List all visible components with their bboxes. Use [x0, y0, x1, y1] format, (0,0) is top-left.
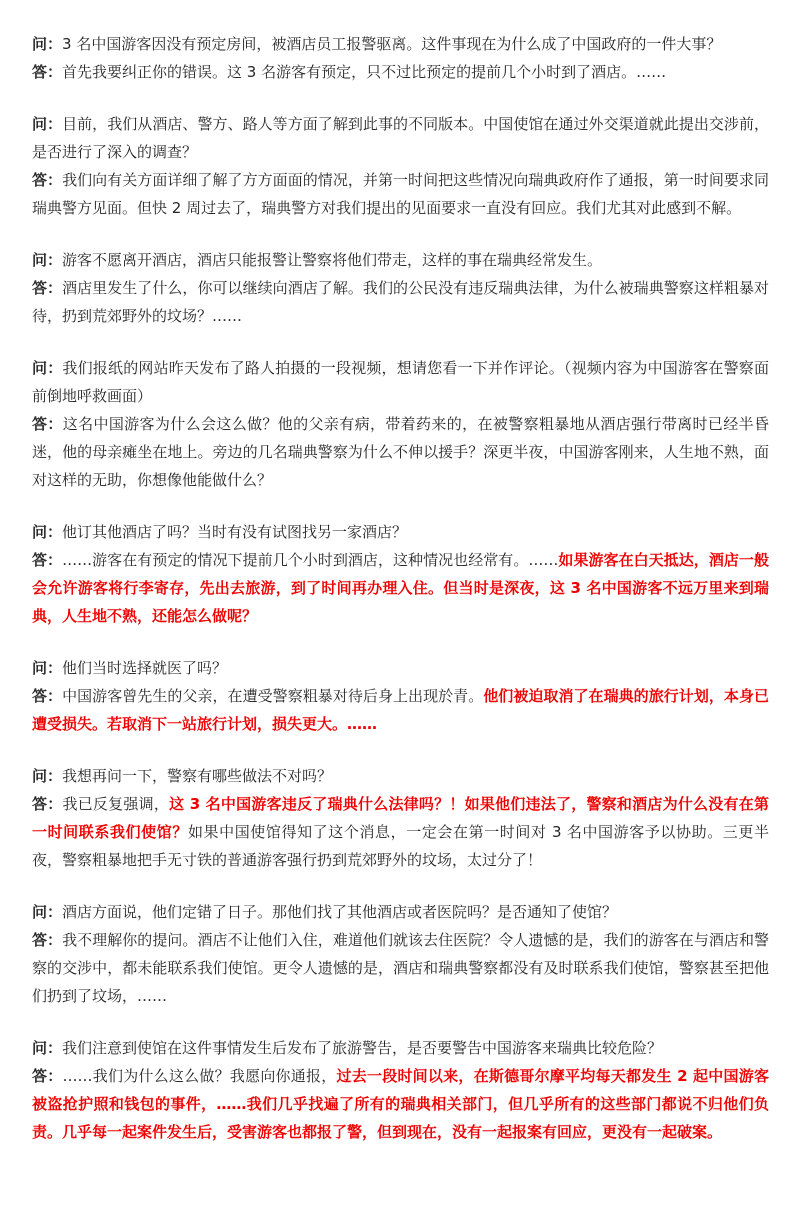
answer-label: 答： [32, 63, 63, 81]
question-label: 问： [32, 523, 63, 541]
qa-block [32, 110, 769, 222]
question-paragraph [32, 30, 769, 58]
question-label: 问： [32, 1039, 63, 1057]
question-text: 酒店方面说，他们定错了日子。那他们找了其他酒店或者医院吗？是否通知了使馆？ [62, 903, 618, 921]
answer-paragraph [32, 926, 769, 1010]
question-text: 我们注意到使馆在这件事情发生后发布了旅游警告，是否要警告中国游客来瑞典比较危险？ [62, 1039, 663, 1057]
question-paragraph [32, 110, 769, 166]
question-paragraph [32, 898, 769, 926]
qa-block [32, 654, 769, 738]
question-paragraph [32, 654, 769, 682]
qa-block [32, 1034, 769, 1146]
answer-highlight-text: 他们被迫取消了在瑞典的旅行计划，本身已遭受损失。若取消下一站旅行计划，损失更大。…… [32, 687, 769, 733]
qa-block [32, 30, 769, 86]
question-text: 他订其他酒店了吗？当时有没有试图找另一家酒店？ [62, 523, 408, 541]
answer-highlight-text: 过去一段时间以来，在斯德哥尔摩平均每天都发生 2 起中国游客被盗抢护照和钱包的事件，……我们几乎找遍了所有的瑞典相关部门，但几乎所有的这些部门都说不归他们负责。几乎每一起案件发生后，受害游客也都报了警，但到现在，没有一起报案有回应，更没有一起破案。 [32, 1067, 769, 1141]
question-label: 问： [32, 115, 63, 133]
answer-text: 这名中国游客为什么会这么做？他的父亲有病，带着药来的，在被警察粗暴地从酒店强行带离时已经半昏迷，他的母亲瘫坐在地上。旁边的几名瑞典警察为什么不伸以援手？深更半夜，中国游客刚来，人生地不熟，面对这样的无助，你想像他能做什么？ [32, 415, 769, 489]
answer-paragraph [32, 1062, 769, 1146]
answer-label: 答： [32, 279, 63, 297]
question-label: 问： [32, 659, 63, 677]
question-text: 我们报纸的网站昨天发布了路人拍摄的一段视频，想请您看一下并作评论。（视频内容为中国游客在警察面前倒地呼救画面） [32, 359, 769, 405]
question-text: 3 名中国游客因没有预定房间，被酒店员工报警驱离。这件事现在为什么成了中国政府的一件大事？ [62, 35, 722, 53]
answer-label: 答： [32, 931, 63, 949]
answer-text: 我不理解你的提问。酒店不让他们入住，难道他们就该去住医院？令人遗憾的是，我们的游客在与酒店和警察的交涉中，都未能联系我们使馆。更令人遗憾的是，酒店和瑞典警察都没有及时联系我们使馆，警察甚至把他们扔到了坟场，…… [32, 931, 769, 1005]
answer-text: ……我们为什么这么做？我愿向你通报， [62, 1067, 337, 1085]
answer-label: 答： [32, 415, 63, 433]
qa-block [32, 354, 769, 494]
question-paragraph [32, 762, 769, 790]
answer-highlight-text: 这 3 名中国游客违反了瑞典什么法律吗？！如果他们违法了，警察和酒店为什么没有在第一时间联系我们使馆？ [32, 795, 769, 841]
answer-paragraph [32, 58, 769, 86]
answer-text: 首先我要纠正你的错误。这 3 名游客有预定，只不过比预定的提前几个小时到了酒店。…… [62, 63, 667, 81]
qa-block [32, 762, 769, 874]
question-label: 问： [32, 35, 63, 53]
answer-paragraph [32, 410, 769, 494]
answer-text: 酒店里发生了什么，你可以继续向酒店了解。我们的公民没有违反瑞典法律，为什么被瑞典警察这样粗暴对待，扔到荒郊野外的坟场？…… [32, 279, 769, 325]
answer-text: 中国游客曾先生的父亲，在遭受警察粗暴对待后身上出现於青。 [62, 687, 484, 705]
question-label: 问： [32, 767, 63, 785]
answer-text: 我已反复强调， [62, 795, 170, 813]
question-label: 问： [32, 903, 63, 921]
question-paragraph [32, 518, 769, 546]
answer-label: 答： [32, 551, 63, 569]
question-paragraph [32, 246, 769, 274]
answer-paragraph [32, 274, 769, 330]
question-label: 问： [32, 359, 63, 377]
question-label: 问： [32, 251, 63, 269]
answer-paragraph [32, 166, 769, 222]
answer-label: 答： [32, 687, 63, 705]
answer-highlight-text: 如果游客在白天抵达，酒店一般会允许游客将行李寄存，先出去旅游，到了时间再办理入住。但当时是深夜，这 3 名中国游客不远万里来到瑞典，人生地不熟，还能怎么做呢？ [32, 551, 769, 625]
question-text: 我想再问一下，警察有哪些做法不对吗？ [62, 767, 333, 785]
answer-text: 我们向有关方面详细了解了方方面面的情况，并第一时间把这些情况向瑞典政府作了通报，第一时间要求同瑞典警方见面。但快 2 周过去了，瑞典警方对我们提出的见面要求一直没有回应。我们尤其对此感到不解。 [32, 171, 769, 217]
question-paragraph [32, 354, 769, 410]
question-text: 游客不愿离开酒店，酒店只能报警让警察将他们带走，这样的事在瑞典经常发生。 [62, 251, 603, 269]
qa-block [32, 518, 769, 630]
question-paragraph [32, 1034, 769, 1062]
answer-label: 答： [32, 171, 63, 189]
qa-block [32, 898, 769, 1010]
answer-paragraph [32, 682, 769, 738]
answer-text: 如果中国使馆得知了这个消息，一定会在第一时间对 3 名中国游客予以协助。三更半夜，警察粗暴地把手无寸铁的普通游客强行扔到荒郊野外的坟场，太过分了！ [32, 823, 769, 869]
answer-label: 答： [32, 795, 63, 813]
answer-paragraph [32, 546, 769, 630]
answer-text: ……游客在有预定的情况下提前几个小时到酒店，这种情况也经常有。…… [62, 551, 559, 569]
question-text: 他们当时选择就医了吗？ [62, 659, 228, 677]
qa-block [32, 246, 769, 330]
question-text: 目前，我们从酒店、警方、路人等方面了解到此事的不同版本。中国使馆在通过外交渠道就此提出交涉前，是否进行了深入的调查？ [32, 115, 769, 161]
answer-paragraph [32, 790, 769, 874]
answer-label: 答： [32, 1067, 63, 1085]
